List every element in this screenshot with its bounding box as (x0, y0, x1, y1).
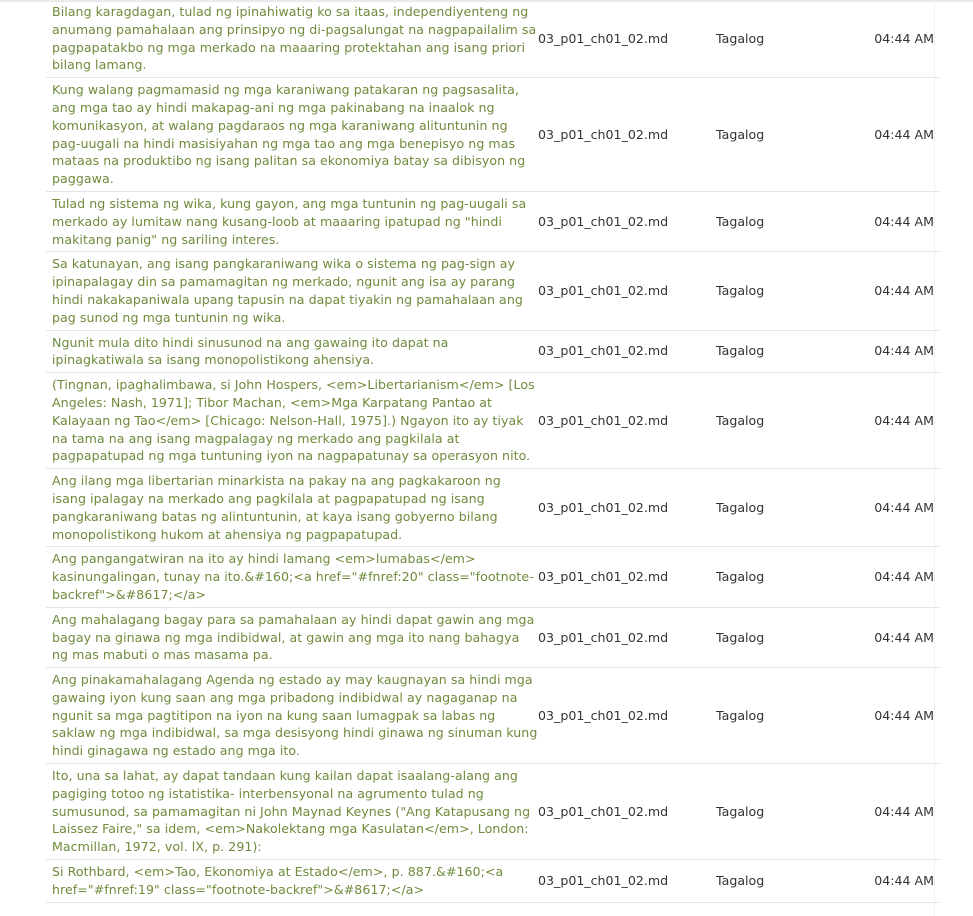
segment-file: 03_p01_ch01_02.md (538, 252, 716, 330)
segment-text[interactable]: Ang pangangatwiran na ito ay hindi lamang <em>lumabas</em> kasinungalingan, tunay na ito.&#160;<a href="#fnref:20" class="footnote-backref">&#8617;</a> (46, 547, 538, 607)
segment-time: 04:44 AM (846, 668, 940, 764)
segment-time: 04:44 AM (846, 547, 940, 607)
segment-time: 04:44 AM (846, 0, 940, 78)
table-row[interactable] (46, 373, 940, 469)
segment-file: 03_p01_ch01_02.md (538, 330, 716, 373)
segment-file: 03_p01_ch01_02.md (538, 860, 716, 903)
segment-time: 04:44 AM (846, 78, 940, 192)
segment-file: 03_p01_ch01_02.md (538, 469, 716, 547)
table-row[interactable] (46, 78, 940, 192)
segment-language: Tagalog (716, 0, 846, 78)
segments-table (46, 0, 940, 903)
segment-text[interactable]: Si Rothbard, <em>Tao, Ekonomiya at Estado</em>, p. 887.&#160;<a href="#fnref:19" class="footnote-backref">&#8617;</a> (46, 860, 538, 903)
table-row[interactable] (46, 607, 940, 667)
segment-text[interactable]: Sa katunayan, ang isang pangkaraniwang wika o sistema ng pag-sign ay ipinapalagay din sa pamamagitan ng merkado, ngunit ang isa ay parang hindi nakakapaniwala upang tapusin na dapat tiyakin ng pamahalaan ang pag sunod ng mga tuntunin ng wika. (46, 252, 538, 330)
segment-time: 04:44 AM (846, 373, 940, 469)
segment-file: 03_p01_ch01_02.md (538, 668, 716, 764)
segment-file: 03_p01_ch01_02.md (538, 0, 716, 78)
segment-language: Tagalog (716, 607, 846, 667)
segment-text[interactable]: Ito, una sa lahat, ay dapat tandaan kung kailan dapat isaalang-alang ang pagiging totoo ng istatistika- interbensyonal na agrumento tulad ng sumusunod, sa pamamagitan ni John Maynad Keynes ("Ang Katapusang ng Laissez Faire," sa idem, <em>Nakolektang mga Kasulatan</em>, London: Macmillan, 1972, vol. lX, p. 291): (46, 764, 538, 860)
table-row[interactable] (46, 191, 940, 251)
segment-language: Tagalog (716, 252, 846, 330)
table-row[interactable] (46, 668, 940, 764)
right-edge-divider (934, 0, 935, 916)
segment-time: 04:44 AM (846, 607, 940, 667)
segment-text[interactable]: Bilang karagdagan, tulad ng ipinahiwatig ko sa itaas, independiyenteng ng anumang pamahalaan ang prinsipyo ng di-pagsalungat na nagpapailalim sa pagpapatakbo ng mga merkado na maaaring protektahan ang isang priori bilang lamang. (46, 0, 538, 78)
table-row[interactable] (46, 252, 940, 330)
table-row[interactable] (46, 764, 940, 860)
segment-text[interactable]: Ang pinakamahalagang Agenda ng estado ay may kaugnayan sa hindi mga gawaing iyon kung saan ang mga pribadong indibidwal ay nagaganap na ngunit sa mga pagtitipon na iyon na kung saan lumagpak sa labas ng saklaw ng mga indibidwal, sa mga desisyong hindi ginawa ng sinuman kung hindi ginagawa ng estado ang mga ito. (46, 668, 538, 764)
segments-table-container (46, 0, 934, 903)
segment-text[interactable]: Tulad ng sistema ng wika, kung gayon, ang mga tuntunin ng pag-uugali sa merkado ay lumitaw nang kusang-loob at maaaring ipatupad ng "hindi makitang panig" ng sariling interes. (46, 191, 538, 251)
segment-language: Tagalog (716, 78, 846, 192)
table-row[interactable] (46, 0, 940, 78)
table-row[interactable] (46, 469, 940, 547)
segment-file: 03_p01_ch01_02.md (538, 373, 716, 469)
segment-time: 04:44 AM (846, 252, 940, 330)
table-row[interactable] (46, 330, 940, 373)
table-row[interactable] (46, 547, 940, 607)
segment-text[interactable]: Ang mahalagang bagay para sa pamahalaan ay hindi dapat gawin ang mga bagay na ginawa ng mga indibidwal, at gawin ang mga ito nang bahagya ng mas mabuti o mas masama pa. (46, 607, 538, 667)
segment-time: 04:44 AM (846, 469, 940, 547)
segment-text[interactable]: Ngunit mula dito hindi sinusunod na ang gawaing ito dapat na ipinagkatiwala sa isang monopolistikong ahensiya. (46, 330, 538, 373)
segment-language: Tagalog (716, 668, 846, 764)
table-row[interactable] (46, 860, 940, 903)
segment-language: Tagalog (716, 764, 846, 860)
segment-file: 03_p01_ch01_02.md (538, 607, 716, 667)
segment-language: Tagalog (716, 860, 846, 903)
segment-text[interactable]: (Tingnan, ipaghalimbawa, si John Hospers, <em>Libertarianism</em> [Los Angeles: Nash, 1971]; Tibor Machan, <em>Mga Karpatang Pantao at Kalayaan ng Tao</em> [Chicago: Nelson-Hall, 1975].) Ngayon ito ay tiyak na tama na ang isang magpalagay ng merkado ang pagkilala at pagpapatupad ng mga tuntuning iyon na nagpapatunay sa operasyon nito. (46, 373, 538, 469)
segment-language: Tagalog (716, 547, 846, 607)
segment-time: 04:44 AM (846, 330, 940, 373)
segment-time: 04:44 AM (846, 764, 940, 860)
segment-text[interactable]: Kung walang pagmamasid ng mga karaniwang patakaran ng pagsasalita, ang mga tao ay hindi makapag-ani ng mga pakinabang na inaalok ng komunikasyon, at walang pagdaraos ng mga karaniwang alituntunin ng pag-uugali na hindi masisiyahan ng mga tao ang mga benepisyo ng mas mataas na produktibo ng isang palitan sa ekonomiya batay sa dibisyon ng paggawa. (46, 78, 538, 192)
segment-file: 03_p01_ch01_02.md (538, 547, 716, 607)
segment-file: 03_p01_ch01_02.md (538, 191, 716, 251)
segment-file: 03_p01_ch01_02.md (538, 78, 716, 192)
segment-language: Tagalog (716, 373, 846, 469)
segment-file: 03_p01_ch01_02.md (538, 764, 716, 860)
segment-language: Tagalog (716, 330, 846, 373)
segment-time: 04:44 AM (846, 860, 940, 903)
segment-time: 04:44 AM (846, 191, 940, 251)
segment-language: Tagalog (716, 469, 846, 547)
segment-language: Tagalog (716, 191, 846, 251)
segment-text[interactable]: Ang ilang mga libertarian minarkista na pakay na ang pagkakaroon ng isang ipalagay na merkado ang pagkilala at pagpapatupad ng isang pangkaraniwang batas ng alintuntunin, at kaya isang gobyerno bilang monopolistikong hukom at ahensiya ng pagpapatupad. (46, 469, 538, 547)
